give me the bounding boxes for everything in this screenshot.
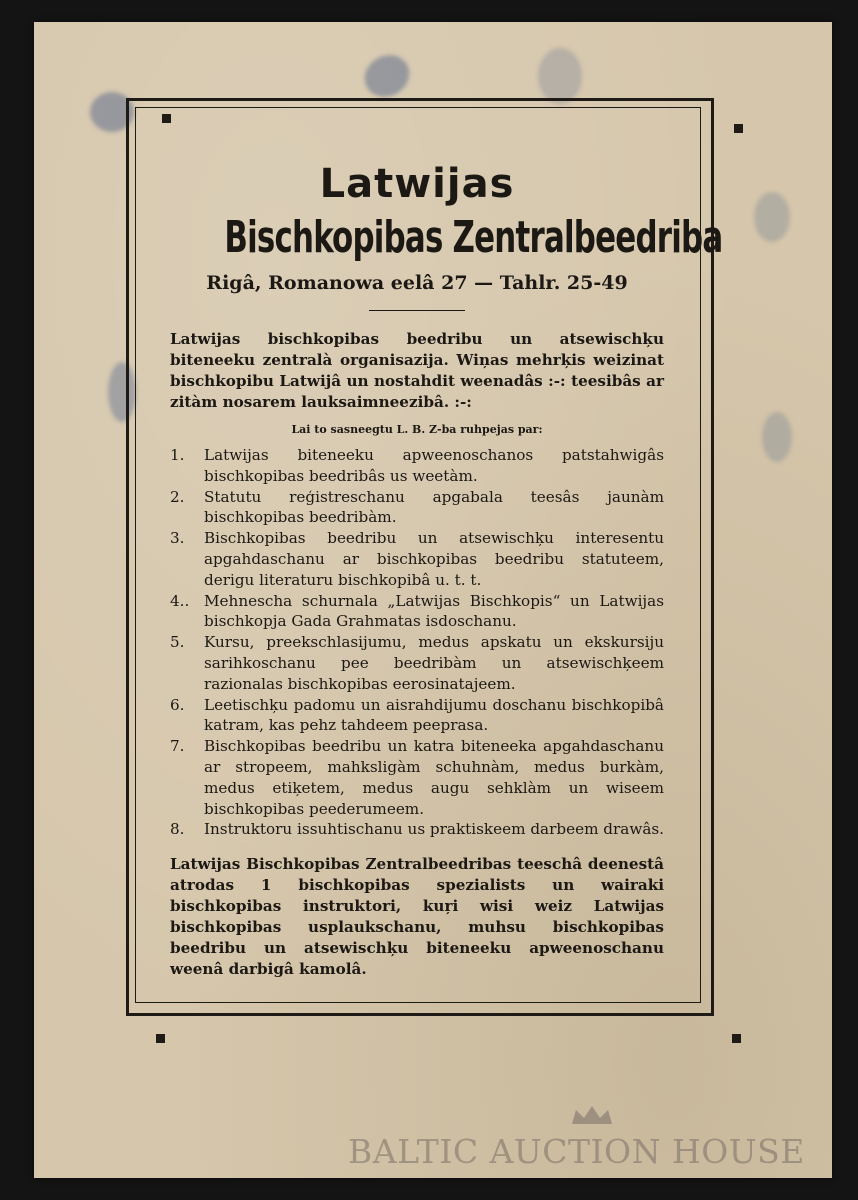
ink-stain — [538, 48, 582, 104]
list-item-number: 7. — [170, 737, 185, 756]
list-item-number: 8. — [170, 820, 185, 839]
header-title-line2: Bischkopibas Zentralbeedriba — [224, 212, 723, 263]
closing-paragraph: Latwijas Bischkopibas Zentralbeedribas teeschâ deenestâ atrodas 1 bischkopibas spezialists un wairaki bischkopibas instruktori, kuŗi wisi weiz Latwijas bischkopibas usplaukschanu, muhsu bischkopibas beedribu un atsewischķu biteneeku apweenoschanu weenâ darbigâ kamolâ. — [170, 855, 664, 979]
ink-stain — [762, 412, 792, 462]
list-item — [170, 819, 664, 840]
intro-paragraph: Latwijas bischkopibas beedribu un atsewischķu biteneeku zentralà organisazija. Wiņas mehrķis weizinat bischkopibu Latwijâ un nostahdit weenadâs :-: teesibâs ar zitàm nosarem lauksaimneezibâ. :-: — [170, 330, 664, 411]
list-item-text: Bischkopibas beedribu un katra biteneeka apgahdaschanu ar stropeem, mahksligàm schuhnàm, medus burkàm, medus etiķetem, medus augu sehklàm un wiseem bischkopibas peederumeem. — [204, 737, 664, 818]
frame-corner — [732, 1034, 741, 1043]
list-item-text: Kursu, preekschlasijumu, medus apskatu un ekskursiju sarihkoschanu pee beedribàm un atsewischķeem razionalas bischkopibas eerosinatajeem. — [204, 633, 664, 693]
frame-corner — [162, 114, 171, 123]
header-title-line1: Latwijas — [319, 161, 515, 207]
crown-icon — [568, 1102, 616, 1128]
list-item-number: 2. — [170, 487, 185, 506]
list-item — [170, 591, 664, 633]
list-item-text: Latwijas biteneeku apweenoschanos patstahwigâs bischkopibas beedribâs us weetàm. — [204, 446, 664, 485]
list-item-number: 1. — [170, 446, 185, 464]
frame-corner — [156, 1034, 165, 1043]
list-lead: Lai to sasneegtu L. B. Z-ba ruhpejas par: — [291, 423, 543, 436]
advertisement-content — [170, 160, 723, 980]
list-item-number: 5. — [170, 633, 185, 652]
list-item-text: Bischkopibas beedribu un atsewischķu interesentu apgahdaschanu ar bischkopibas beedribu statuteem, derigu literaturu bischkopibâ u. t. t. — [204, 529, 664, 589]
list-item-number: 3. — [170, 529, 185, 548]
list-item — [170, 695, 664, 737]
list-item — [170, 632, 664, 694]
list-item — [170, 736, 664, 819]
divider-rule — [369, 310, 465, 311]
ink-stain — [357, 47, 417, 105]
list-item-text: Mehnescha schurnala „Latwijas Bischkopis“ un Latwijas bischkopja Gada Grahmatas isdoschanu. — [204, 591, 664, 631]
list-item-number: 4.. — [170, 591, 190, 610]
goals-list — [170, 445, 664, 840]
list-item-number: 6. — [170, 695, 185, 714]
frame-corner — [734, 124, 743, 133]
list-item-text: Leetischķu padomu un aisrahdijumu doschanu bischkopibâ katram, kas pehz tahdeem peeprasa. — [204, 695, 664, 735]
watermark-text: BALTIC AUCTION HOUSE — [348, 1132, 805, 1171]
list-item — [170, 528, 664, 590]
list-item — [170, 445, 664, 487]
list-item-text: Instruktoru issuhtischanu us praktiskeem darbeem drawâs. — [204, 820, 665, 839]
header-address: Rigâ, Romanowa eelâ 27 — Tahlr. 25-49 — [206, 272, 628, 294]
ink-stain — [754, 192, 790, 242]
list-item-text: Statutu reģistreschanu apgabala teesâs jaunàm bischkopibas beedribàm. — [204, 487, 664, 527]
list-item — [170, 487, 664, 529]
